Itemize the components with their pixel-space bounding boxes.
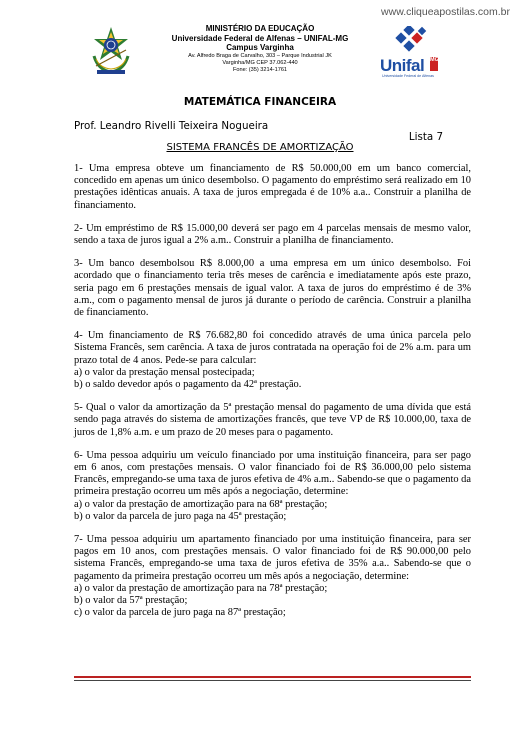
mg-badge: MG (430, 57, 438, 71)
document-title: MATEMÁTICA FINANCEIRA (183, 96, 337, 108)
footer-divider-dark (74, 680, 471, 681)
campus-name: Campus Varginha (226, 43, 294, 52)
section-subtitle: SISTEMA FRANCÊS DE AMORTIZAÇÃO (166, 142, 354, 153)
exercise-7-item-b: b) o valor da 57ª prestação; (74, 595, 188, 607)
exercise-7-item-c: c) o valor da parcela de juro paga na 87ª prestação; (74, 607, 286, 619)
exercise-4 (74, 330, 471, 391)
professor-name: Prof. Leandro Rivelli Teixeira Nogueira (74, 120, 269, 132)
unifal-cross-icon (394, 26, 428, 56)
watermark-url: www.cliqueapostilas.com.br (381, 6, 510, 18)
exercise-4-item-a: a) o valor da prestação mensal postecipada; (74, 366, 255, 378)
city-cep-line: Varginha/MG CEP 37.062-440 (222, 59, 298, 66)
exercise-6-item-b: b) o valor da parcela de juro paga na 45ª prestação; (74, 510, 287, 522)
exercise-6-statement: 6- Uma pessoa adquiriu um veículo financiado por uma instituição financeira, para ser pago em 6 anos, com prestações mensais. O valor financiado foi de R$ 36.000,00 pelo sistema Francês, empregando-se uma taxa de juros efetiva de 4% a.m.. Sabendo-se que o pagamento da primeira prestação ocorreu um mês após a negociação, determine: (74, 449, 471, 498)
document-header (0, 24, 520, 84)
list-number: Lista 7 (408, 131, 443, 143)
exercise-5: 5- Qual o valor da amortização da 5ª prestação mensal do pagamento de uma dívida que está sendo paga através do sistema de amortizações francês, que teve VP de R$ 10.000,00, taxa de juros de 1,8% a.m. e um prazo de 20 meses para o pagamento. (74, 402, 471, 438)
exercise-list (74, 163, 471, 631)
exercise-7-statement: 7- Uma pessoa adquiriu um apartamento financiado por uma instituição financeira, para ser pagos em 10 anos, com prestações mensais. O valor financiado foi de R$ 90.000,00 pelo sistema Francês, empregando-se uma taxa de juros efetiva de 35% a.a.. Sabendo-se que o pagamento da primeira prestação ocorreu um mês após a negociação, determine: (74, 534, 471, 582)
exercise-7 (74, 534, 471, 619)
exercise-1: 1- Uma empresa obteve um financiamento de R$ 50.000,00 em um banco comercial, concedido em apenas um único desembolso. O pagamento do empréstimo será realizado em 10 prestações idênticas anuais. A taxa de juros empregada é de 10% a.a.. Construir a planilha de financiamento. (74, 163, 471, 211)
unifal-logo (380, 26, 440, 80)
exercise-4-item-b: b) o saldo devedor após o pagamento da 42ª prestação. (74, 379, 302, 391)
exercise-2: 2- Um empréstimo de R$ 15.000,00 deverá ser pago em 4 parcelas mensais de mesmo valor, sendo a taxa de juros igual a 2% a.m.. Construir a planilha de financiamento. (74, 222, 471, 247)
unifal-logo-text: Unifal (380, 56, 425, 75)
institution-info (150, 24, 370, 74)
exercise-6 (74, 450, 471, 523)
unifal-logo-subtitle: Universidade Federal de Alfenas (382, 74, 434, 78)
exercise-3: 3- Um banco desembolsou R$ 8.000,00 a uma empresa em um único desembolso. Foi acordado que o financiamento teria três meses de carência e imediatamente após este prazo, seria pago em 6 prestações mensais de igual valor. A taxa de juros do empréstimo é de 3% a.m., com o pagamento mensal de juros já durante o período de carência. Construir a planilha de financiamento. (74, 258, 471, 319)
exercise-4-statement: 4- Um financiamento de R$ 76.682,80 foi concedido através de uma única parcela pelo Sistema Francês, sem carência. A taxa de juros contratada na operação foi de 2% a.m. para um prazo total de 4 anos. Pede-se para calcular: (74, 330, 471, 366)
exercise-7-item-a: a) o valor da prestação de amortização para na 78ª prestação; (74, 582, 328, 594)
exercise-6-item-a: a) o valor da prestação de amortização para na 68ª prestação; (74, 498, 328, 510)
brazil-coat-of-arms-icon (88, 26, 134, 78)
university-name: Universidade Federal de Alfenas – UNIFAL-MG (171, 33, 349, 43)
phone-line: Fone: (35) 3214-1761 (232, 66, 288, 73)
ministry-name: MINISTÉRIO DA EDUCAÇÃO (205, 24, 315, 33)
address-line: Av. Alfredo Braga de Carvalho, 303 – Parque Industrial JK (188, 52, 332, 59)
footer-divider-red (74, 676, 471, 678)
